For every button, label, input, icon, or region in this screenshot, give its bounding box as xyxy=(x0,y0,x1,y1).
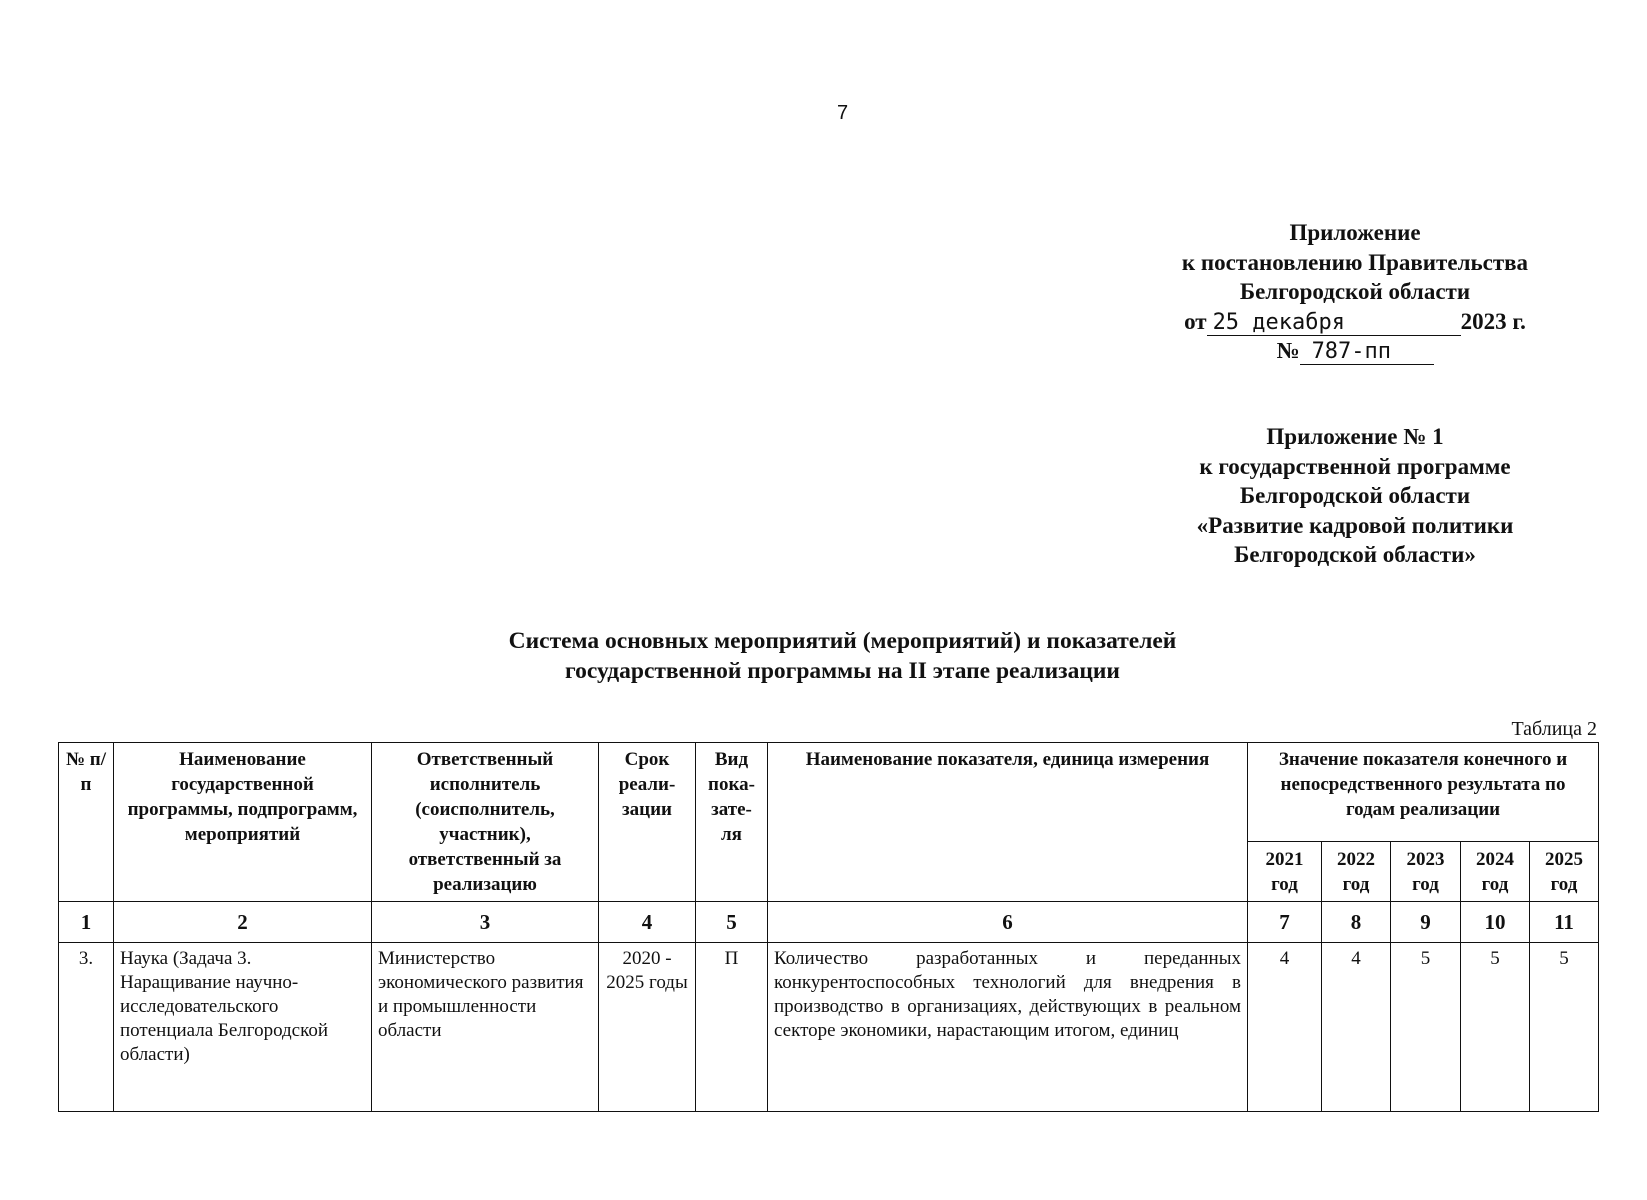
program-appendix-line: Белгородской области» xyxy=(1234,542,1476,567)
column-number: 5 xyxy=(696,902,768,943)
decree-appendix-line: Белгородской области xyxy=(1239,279,1471,304)
program-appendix-line: «Развитие кадровой политики xyxy=(1196,512,1514,538)
row-kind: П xyxy=(696,943,768,1112)
header-year: 2025 год xyxy=(1530,842,1599,902)
header-executor: Ответственный исполнитель (соисполнитель, участник), ответственный за реализацию xyxy=(372,743,599,902)
header-kind: Вид пока-зате-ля xyxy=(696,743,768,902)
decree-date: 25 декабря xyxy=(1207,311,1461,336)
document-title-line: Система основных мероприятий (мероприятий) и показателей xyxy=(508,628,1177,654)
row-value-2024: 5 xyxy=(1461,943,1530,1112)
date-prefix: от xyxy=(1184,308,1207,334)
program-appendix-header xyxy=(1130,422,1580,570)
column-number: 7 xyxy=(1248,902,1322,943)
column-numbers-row xyxy=(59,902,1599,943)
year-suffix: 2023 г. xyxy=(1460,308,1526,334)
header-year: 2024 год xyxy=(1461,842,1530,902)
row-term: 2020 - 2025 годы xyxy=(599,943,696,1112)
header-year: 2023 год xyxy=(1391,842,1461,902)
column-number: 3 xyxy=(372,902,599,943)
row-value-2022: 4 xyxy=(1322,943,1391,1112)
row-indicator: Количество разработанных и переданных конкурентоспособных технологий для внедрения в производство в организациях, действующих в реальном секторе экономики, нарастающим итогом, единиц xyxy=(768,943,1248,1112)
program-appendix-line: к государственной программе xyxy=(1199,453,1511,479)
document-title xyxy=(0,627,1647,686)
header-num: № п/п xyxy=(59,743,114,902)
column-number: 10 xyxy=(1461,902,1530,943)
header-term: Срок реали-зации xyxy=(599,743,696,902)
indicators-table xyxy=(58,742,1599,1112)
column-number: 2 xyxy=(114,902,372,943)
program-appendix-line: Белгородской области xyxy=(1239,483,1471,508)
row-executor: Министерство экономического развития и промышленности области xyxy=(372,943,599,1112)
decree-appendix-header xyxy=(1120,218,1590,366)
decree-appendix-line: к постановлению Правительства xyxy=(1181,249,1529,275)
row-num: 3. xyxy=(59,943,114,1112)
header-indicator: Наименование показателя, единица измерения xyxy=(768,743,1248,902)
column-number: 1 xyxy=(59,902,114,943)
column-number: 4 xyxy=(599,902,696,943)
table-header-row xyxy=(59,743,1599,842)
document-title-line: государственной программы на II этапе реализации xyxy=(565,657,1120,684)
header-values-group: Значение показателя конечного и непосредственного результата по годам реализации xyxy=(1248,743,1599,842)
header-year: 2022 год xyxy=(1322,842,1391,902)
header-year: 2021 год xyxy=(1248,842,1322,902)
row-name: Наука (Задача 3. Наращивание научно-исследовательского потенциала Белгородской области) xyxy=(114,943,372,1112)
row-value-2025: 5 xyxy=(1530,943,1599,1112)
table-row xyxy=(59,943,1599,1112)
column-number: 8 xyxy=(1322,902,1391,943)
decree-appendix-title: Приложение xyxy=(1289,220,1421,245)
decree-date-line xyxy=(1120,307,1590,337)
decree-number: 787-пп xyxy=(1300,340,1434,365)
row-value-2021: 4 xyxy=(1248,943,1322,1112)
column-number: 6 xyxy=(768,902,1248,943)
column-number: 9 xyxy=(1391,902,1461,943)
header-name: Наименование государственной программы, подпрограмм, мероприятий xyxy=(114,743,372,902)
table-label: Таблица 2 xyxy=(1511,718,1597,740)
decree-number-line xyxy=(1120,336,1590,366)
number-prefix: № xyxy=(1276,338,1300,363)
column-number: 11 xyxy=(1530,902,1599,943)
row-value-2023: 5 xyxy=(1391,943,1461,1112)
page-number: 7 xyxy=(836,102,849,124)
program-appendix-title: Приложение № 1 xyxy=(1266,424,1444,449)
